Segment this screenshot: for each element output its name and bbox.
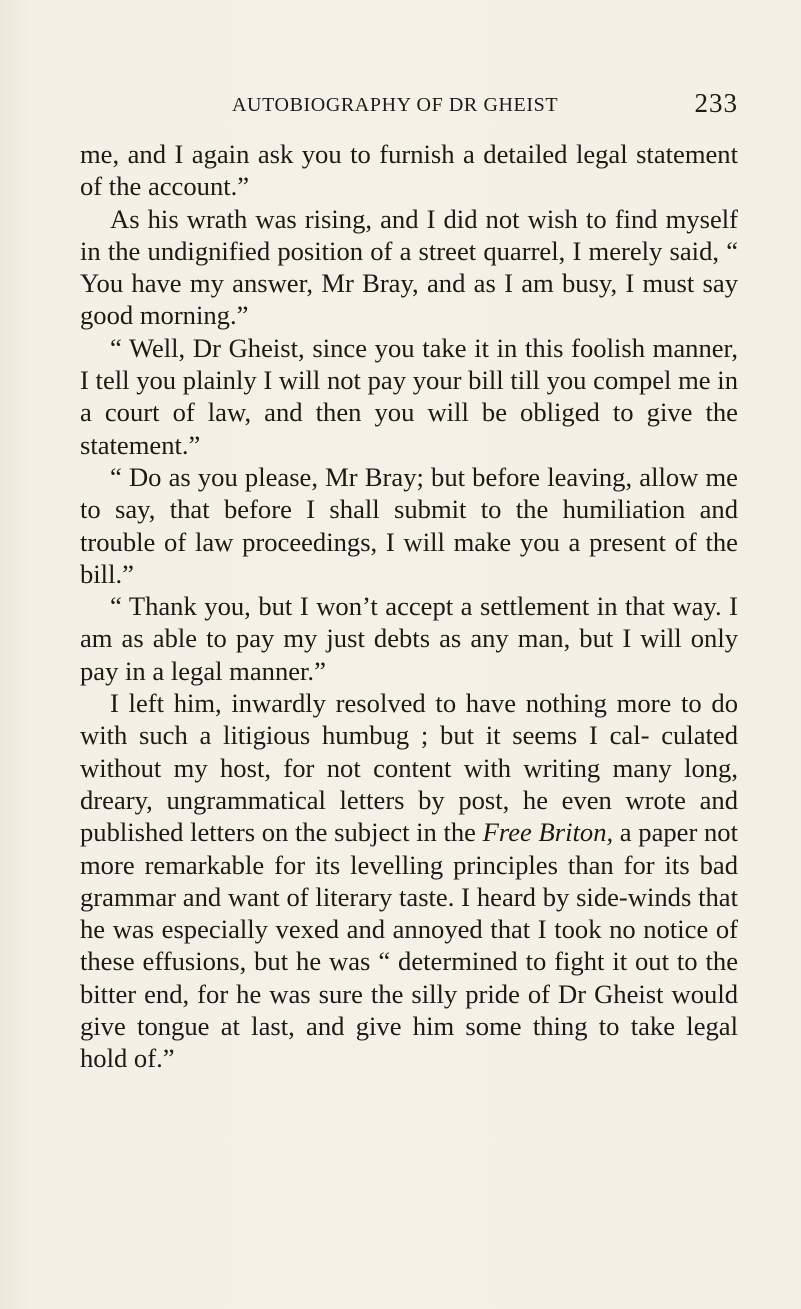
- paragraph-3: “ Well, Dr Gheist, since you take it in this foolish manner, I tell you plainly I will not pay your bill till you compel me in a court of law, and then you will be obliged to give the statement.”: [80, 332, 738, 460]
- running-title: AUTOBIOGRAPHY OF DR GHEIST: [232, 94, 559, 116]
- paragraph-4: “ Do as you please, Mr Bray; but before leaving, allow me to say, that before I shall submit to the humiliation and trouble of law proceedings, I will make you a present of the bill.”: [80, 461, 738, 589]
- paragraph-1: me, and I again ask you to furnish a detailed legal statement of the account.”: [80, 139, 738, 202]
- paragraph-5: “ Thank you, but I won’t accept a settlement in that way. I am as able to pay my just debts as any man, but I will only pay in a legal manner.”: [80, 591, 738, 686]
- body-text: [80, 138, 738, 1075]
- running-header: [80, 88, 738, 124]
- paragraph-2: As his wrath was rising, and I did not wish to find myself in the undignified position of a street quarrel, I merely said, “ You have my answer, Mr Bray, and as I am busy, I must say good morning.”: [80, 203, 738, 331]
- newspaper-title: Free Briton,: [482, 817, 614, 848]
- paragraph-6-start: I left him, inwardly resolved to have nothing more to do with such a litigious humbug ; but it seems I cal- culated without my host, for not content with writing many long, dreary, ungrammatical letters by post, he even wrote and published letters on the subject in the: [80, 688, 738, 848]
- paragraph-6-end: a paper not more remarkable for its levelling principles than for its bad grammar and want of literary taste. I heard by side-winds that he was especially vexed and annoyed that I took no notice of these effusions, but he was “ determined to fight it out to the bitter end, for he was sure the silly pride of Dr Gheist would give tongue at last, and give him some thing to take legal hold of.”: [80, 817, 738, 1074]
- page-number: 233: [694, 88, 738, 118]
- paragraph-6: [80, 687, 738, 1075]
